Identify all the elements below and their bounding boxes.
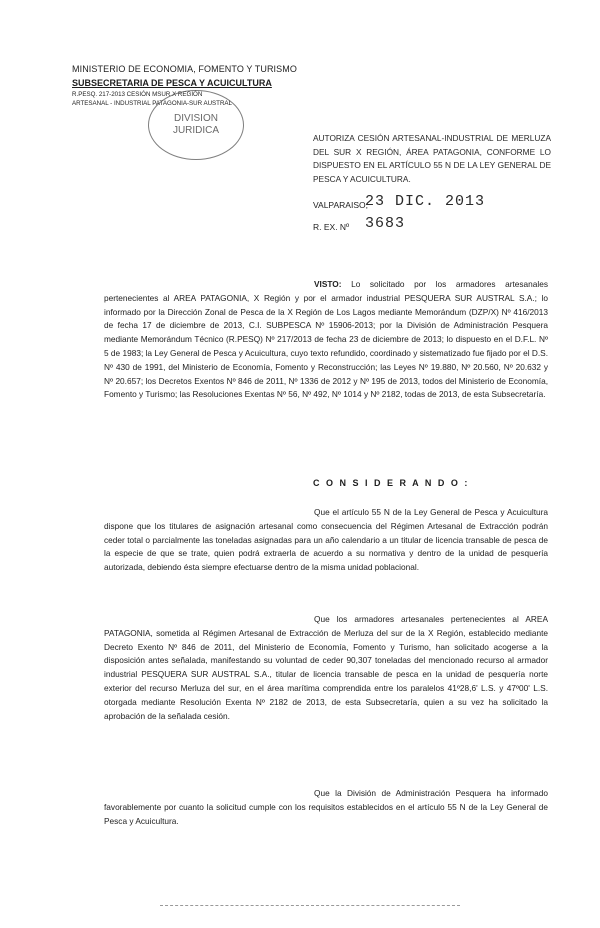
visto-paragraph	[104, 278, 548, 402]
visto-text: Lo solicitado por los armadores artesanales pertenecientes al AREA PATAGONIA, X Región y por el armador industrial PESQUERA SUR AUSTRAL S.A.; lo informado por la Dirección Zonal de Pesca de la X Región de Los Lagos mediante Memorándum (DZP/X) Nº 416/2013 de fecha 17 de diciembre de 2013, C.I. SUBPESCA Nº 15906-2013; por la División de Administración Pesquera mediante Memorándum Técnico (R.PESQ) Nº 217/2013 de fecha 23 de diciembre de 2013; lo dispuesto en el D.F.L. Nº 5 de 1983; la Ley General de Pesca y Acuicultura, cuyo texto refundido, coordinado y sistematizado fue fijado por el D.S. Nº 430 de 1991, del Ministerio de Economía, Fomento y Reconstrucción; las Leyes Nº 19.880, Nº 20.560, Nº 20.632 y Nº 20.657; los Decretos Exentos Nº 846 de 2011, Nº 1336 de 2012 y Nº 195 de 2013, todos del Ministerio de Economía, Fomento y Turismo; las Resoluciones Exentas Nº 56, Nº 492, Nº 1014 y Nº 2182, todas de 2013, de esta Subsecretaría.	[104, 279, 548, 400]
city-label: VALPARAISO,	[313, 200, 368, 210]
division-juridica-stamp	[148, 90, 244, 160]
resolution-subject: AUTORIZA CESIÓN ARTESANAL-INDUSTRIAL DE MERLUZA DEL SUR X REGIÓN, ÁREA PATAGONIA, CONFORME LO DISPUESTO EN EL ARTÍCULO 55 N DE LA LEY GENERAL DE PESCA Y ACUICULTURA.	[313, 133, 551, 184]
visto-label: VISTO:	[314, 279, 342, 289]
reference-line-1: R.PESQ. 217-2013 CESIÓN MSUR X REGIÓN	[72, 91, 203, 98]
rex-number: 3683	[365, 215, 406, 232]
stamp-line-2: JURIDICA	[172, 125, 220, 136]
considerando-paragraph-1: Que el artículo 55 N de la Ley General de Pesca y Acuicultura dispone que los titulares de asignación artesanal como consecuencia del Régimen Artesanal de Extracción podrán ceder total o parcialmente las toneladas asignadas para un año calendario a un titular de licencia transable de pesca de la especie de que se trate, quien podrá extraerla de acuerdo a su normativa y dentro de la unidad de pesquería autorizada, debiendo ésta siempre efectuarse dentro de la misma unidad poblacional.	[104, 507, 548, 573]
considerando-paragraph-3: Que la División de Administración Pesquera ha informado favorablemente por cuanto la solicitud cumple con los requisitos establecidos en el artículo 55 N de la Ley General de Pesca y Acuicultura.	[104, 788, 548, 826]
rex-label: R. EX. Nº	[313, 222, 350, 232]
considerando-heading: C O N S I D E R A N D O :	[313, 478, 470, 488]
footer-divider	[160, 905, 460, 906]
considerando-paragraph-2: Que los armadores artesanales pertenecientes al AREA PATAGONIA, sometida al Régimen Artesanal de Extracción de Merluza del sur de la X Región, establecido mediante Decreto Exento Nº 846 de 2011, del Ministerio de Economía, Fomento y Turismo, han solicitado acogerse a la disposición antes señalada, manifestando su voluntad de ceder 90,307 toneladas del mencionado recurso al armador industrial PESQUERA SUR AUSTRAL S.A., titular de licencia transable de pesca en la unidad de pesquería norte exterior del recurso Merluza del sur, en el área marítima comprendida entre los paralelos 41º28,6' L.S. y 47º00' L.S. otorgada mediante Resolución Exenta Nº 2182 de 2013, de esta Subsecretaría, quien a su vez ha solicitado la aprobación de la señalada cesión.	[104, 614, 548, 721]
date-stamp: 23 DIC. 2013	[365, 193, 486, 210]
ministry-name: MINISTERIO DE ECONOMIA, FOMENTO Y TURISMO	[72, 64, 297, 74]
reference-line-2: ARTESANAL - INDUSTRIAL PATAGONIA-SUR AUSTRAL	[72, 100, 232, 107]
undersecretary-name: SUBSECRETARIA DE PESCA Y ACUICULTURA	[72, 78, 272, 88]
stamp-line-1: DIVISION	[174, 113, 218, 124]
